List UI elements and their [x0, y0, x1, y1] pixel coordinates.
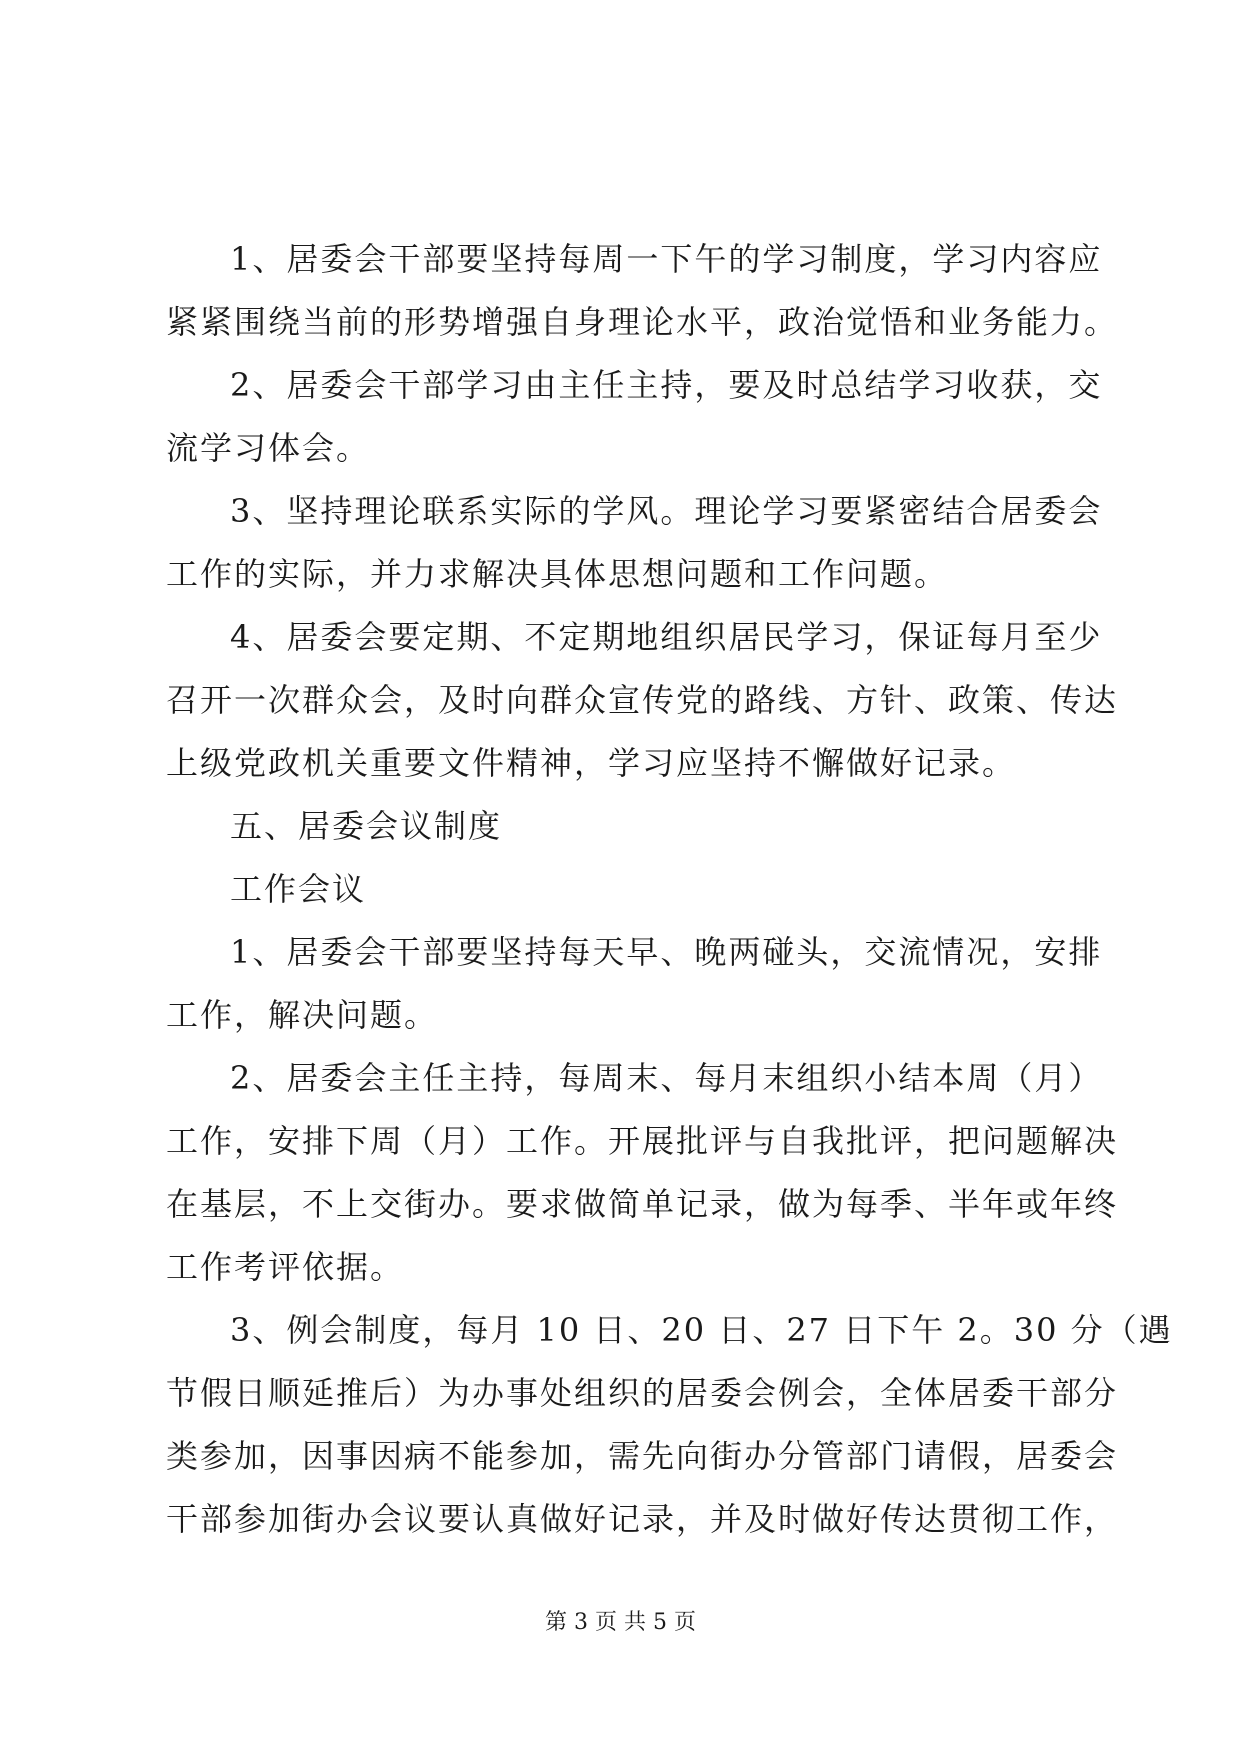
paragraph-meeting-2	[166, 1047, 1119, 1299]
subsection-title: 工作会议	[230, 870, 367, 908]
text-line: 召开一次群众会，及时向群众宣传党的路线、方针、政策、传达	[166, 681, 1119, 719]
section-heading	[166, 795, 1086, 858]
paragraph-study-1	[166, 228, 1119, 354]
text-line: 节假日顺延推后）为办事处组织的居委会例会，全体居委干部分	[166, 1374, 1119, 1412]
text-line: 2、居委会干部学习由主任主持，要及时总结学习收获，交	[230, 366, 1103, 404]
text-line: 2、居委会主任主持，每周末、每月末组织小结本周（月）	[230, 1059, 1103, 1097]
text-line: 在基层，不上交街办。要求做简单记录，做为每季、半年或年终	[166, 1185, 1119, 1223]
text-line: 1、居委会干部要坚持每天早、晚两碰头，交流情况，安排	[230, 933, 1103, 971]
text-line: 3、坚持理论联系实际的学风。理论学习要紧密结合居委会	[230, 492, 1103, 530]
text-line: 工作，安排下周（月）工作。开展批评与自我批评，把问题解决	[166, 1122, 1119, 1160]
document-body	[166, 228, 1173, 1551]
text-line: 工作的实际，并力求解决具体思想问题和工作问题。	[166, 555, 949, 593]
text-line: 4、居委会要定期、不定期地组织居民学习，保证每月至少	[230, 618, 1103, 656]
text-line: 上级党政机关重要文件精神，学习应坚持不懈做好记录。	[166, 744, 1017, 782]
paragraph-study-2	[166, 354, 1103, 480]
text-line: 类参加，因事因病不能参加，需先向街办分管部门请假，居委会	[166, 1437, 1119, 1475]
paragraph-study-4	[166, 606, 1119, 795]
subsection-heading	[166, 858, 1086, 921]
text-line: 干部参加街办会议要认真做好记录，并及时做好传达贯彻工作，	[166, 1500, 1119, 1538]
paragraph-study-3	[166, 480, 1103, 606]
paragraph-meeting-1	[166, 921, 1103, 1047]
text-line: 紧紧围绕当前的形势增强自身理论水平，政治觉悟和业务能力。	[166, 303, 1119, 341]
text-line: 流学习体会。	[166, 429, 371, 467]
section-title: 五、居委会议制度	[230, 807, 503, 845]
page-number-footer: 第 3 页 共 5 页	[545, 1610, 696, 1635]
text-line: 工作考评依据。	[166, 1248, 405, 1286]
text-line: 工作，解决问题。	[166, 996, 439, 1034]
text-line: 3、例会制度，每月 10 日、20 日、27 日下午 2。30 分（遇	[230, 1311, 1173, 1349]
paragraph-meeting-3	[166, 1299, 1173, 1551]
text-line: 1、居委会干部要坚持每周一下午的学习制度，学习内容应	[230, 240, 1103, 278]
